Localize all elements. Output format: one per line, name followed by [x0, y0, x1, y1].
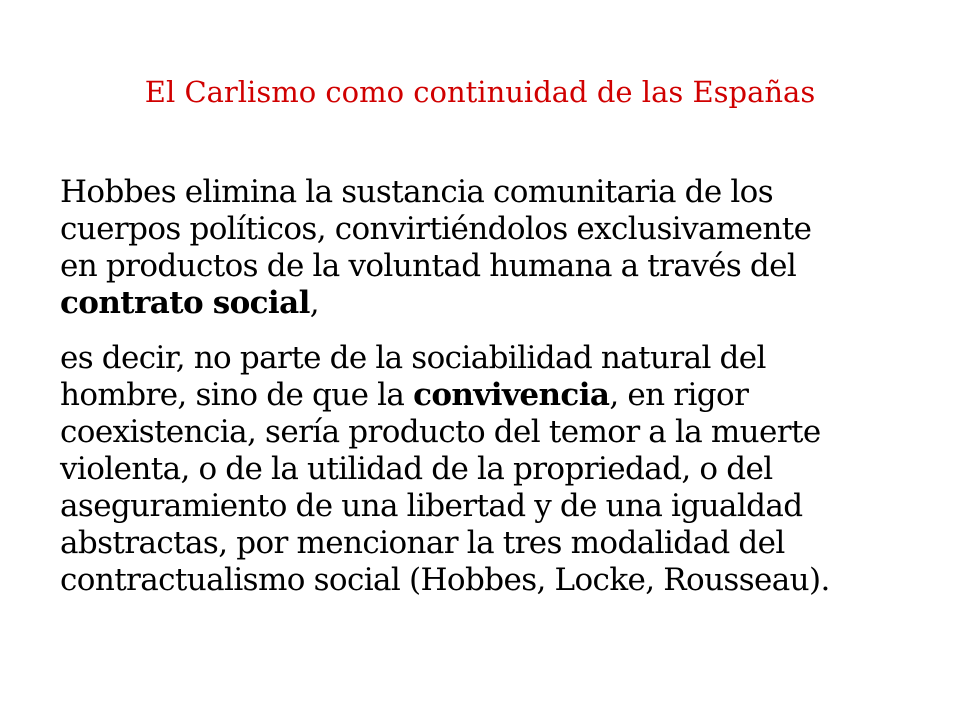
text-run: Hobbes elimina la sustancia comunitaria de los	[60, 174, 774, 210]
text-run: coexistencia, sería producto del temor a la muerte	[60, 414, 821, 450]
text-line	[60, 174, 932, 211]
text-run: ,	[309, 285, 320, 321]
text-line	[60, 562, 932, 599]
text-run: hombre, sino de que la	[60, 377, 414, 413]
text-run: en productos de la voluntad humana a través del	[60, 248, 797, 284]
bold-term-convivencia: convivencia	[413, 377, 610, 413]
bold-term-contrato-social: contrato social	[60, 285, 310, 321]
text-line	[60, 488, 932, 525]
text-line	[60, 377, 932, 414]
text-run: violenta, o de la utilidad de la propriedad, o del	[60, 451, 773, 487]
text-run: abstractas, por mencionar la tres modalidad del	[60, 525, 785, 561]
text-line	[60, 248, 932, 285]
text-run: cuerpos políticos, convirtiéndolos exclusivamente	[60, 211, 812, 247]
text-line	[60, 414, 932, 451]
paragraph-2	[60, 340, 932, 599]
paragraph-1	[60, 174, 932, 322]
text-run: aseguramiento de una libertad y de una igualdad	[60, 488, 803, 524]
text-line	[60, 451, 932, 488]
text-line	[60, 525, 932, 562]
text-line	[60, 211, 932, 248]
text-line	[60, 285, 932, 322]
slide-body	[60, 174, 932, 599]
text-run: contractualismo social (Hobbes, Locke, Rousseau).	[60, 562, 830, 598]
text-line	[60, 340, 932, 377]
slide-title: El Carlismo como continuidad de las Españas	[144, 75, 816, 109]
text-run: es decir, no parte de la sociabilidad natural del	[60, 340, 766, 376]
text-run: , en rigor	[609, 377, 749, 413]
